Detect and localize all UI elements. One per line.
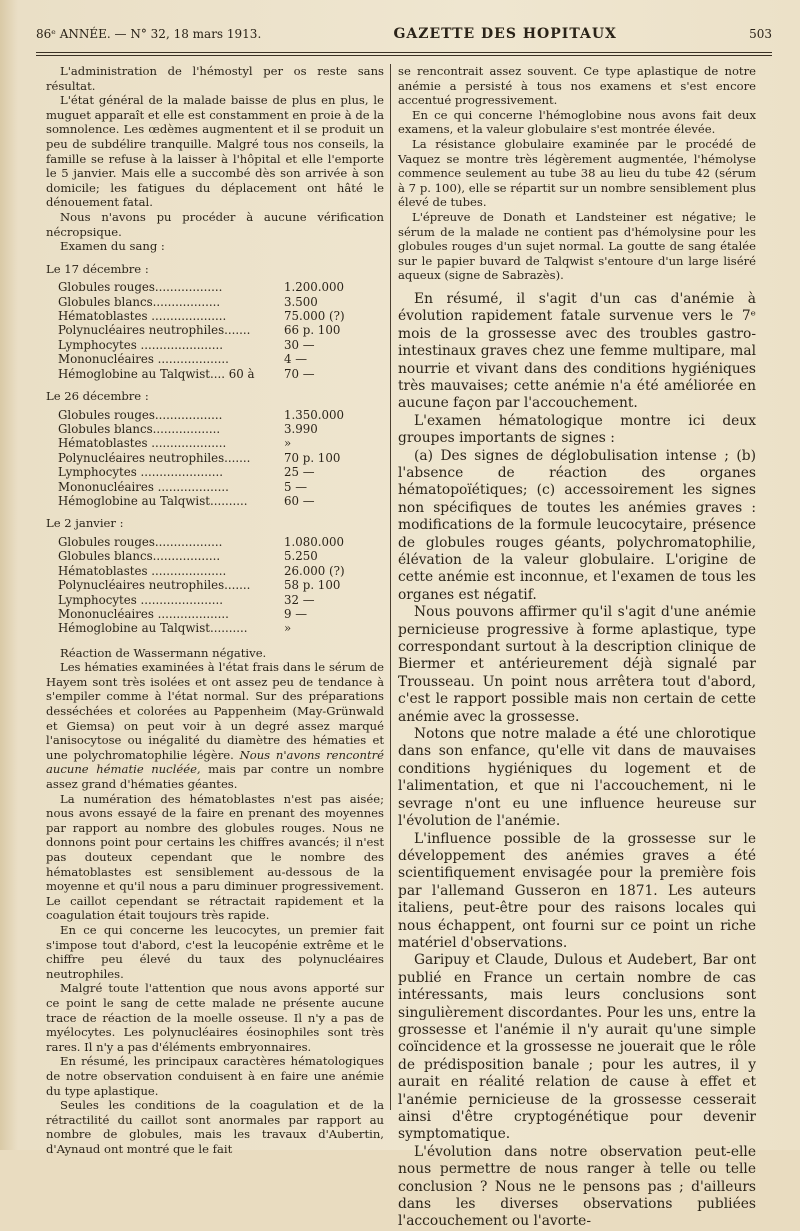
row-label: Hémoglobine au Talqwist.......... [58, 493, 248, 508]
paragraph: L'examen hématologique montre ici deux groupes importants de signes : [398, 412, 756, 447]
row-label: Globules rouges.................. [58, 407, 223, 422]
table-row [58, 408, 384, 422]
row-value: 1.350.000 [284, 407, 345, 422]
paragraph: La numération des hématoblastes n'est pas aisée; nous avons essayé de la faire en prenant des moyennes par rapport au nombre des globules rouges. Nous ne donnons point pour certains les chiffres avancés; il n'est pas douteux cependant que le nombre des hématoblastes est sensiblement au-dessous de la moyenne et qu'il nous a paru diminuer progressivement. Le caillot cependant se rétractait rapidement et la coagulation était toujours très rapide. [46, 791, 384, 923]
row-value: » [284, 436, 292, 451]
paragraph: Malgré toute l'attention que nous avons apporté sur ce point le sang de cette malade ne présente aucune trace de réaction de la moelle osseuse. Il n'y a pas de myélocytes. Les polynucléaires éosinophiles sont très rares. Il n'y a pas d'éléments embryonnaires. [46, 981, 384, 1054]
paragraph: Garipuy et Claude, Dulous et Audebert, Bar ont publié en France un certain nombre de cas intéressants, mais leurs conclusions sont singulièrement discordantes. Pour les uns, entre la grossesse et l'anémie il n'y aurait qu'une simple coïncidence et la grossesse ne jouerait que le rôle de prédisposition banale ; pour les autres, il y aurait en réalité relation de cause à effet et l'anémie pernicieuse de la grossesse cesserait ainsi d'être cryptogénétique pour devenir symptomatique. [398, 952, 756, 1143]
exam-date: Le 26 décembre : [46, 389, 149, 404]
row-value: 66 p. 100 [284, 323, 341, 338]
row-label: Polynucléaires neutrophiles....... [58, 450, 251, 465]
row-label: Hématoblastes .................... [58, 563, 227, 578]
row-label: Lymphocytes ...................... [58, 592, 224, 607]
journal-title: GAZETTE DES HOPITAUX [393, 26, 617, 42]
table-row [58, 451, 384, 465]
row-label: Hématoblastes .................... [58, 436, 227, 451]
row-label: Hématoblastes .................... [58, 309, 227, 324]
row-value: 5 — [284, 479, 308, 494]
row-label: Hémoglobine au Talqwist.... 60 à [58, 366, 255, 381]
exam-date: Le 2 janvier : [46, 516, 124, 531]
exam-date: Le 17 décembre : [46, 261, 149, 276]
table-row [58, 549, 384, 563]
table-row [58, 578, 384, 592]
row-value: 1.080.000 [284, 534, 345, 549]
paragraph [46, 660, 384, 791]
table-row [58, 607, 384, 621]
paragraph: Nous pouvons affirmer qu'il s'agit d'une anémie pernicieuse progressive à forme aplastique, type correspondant surtout à la description clinique de Biermer et antérieurement déjà signalé par Trousseau. Un point nous arrêtera tout d'abord, c'est le rapport possible mais non certain de cette anémie avec la grossesse. [398, 604, 756, 725]
paragraph: L'administration de l'hémostyl per os reste sans résultat. [46, 64, 384, 93]
paragraph: En résumé, il s'agit d'un cas d'anémie à évolution rapidement fatale survenue vers le 7ᵉ mois de la grossesse avec des troubles gastro-intestinaux graves chez une femme multipare, mal nourrie et vivant dans des conditions hygiéniques très mauvaises; cette anémie n'a été améliorée en aucune façon par l'accouchement. [398, 290, 756, 412]
paragraph: L'évolution dans notre observation peut-elle nous permettre de nous ranger à telle ou telle conclusion ? Nous ne le pensons pas ; d'ailleurs dans les diverses observations publiées l'accouchement ou l'avorte- [398, 1143, 756, 1230]
table-row [58, 280, 384, 294]
paragraph: Réaction de Wassermann négative. [60, 645, 267, 660]
paragraph: L'influence possible de la grossesse sur le développement des anémies graves a été scientifiquement envisagée pour la première fois par l'allemand Gusseron en 1871. Les auteurs italiens, peut-être pour des raisons locales qui nous échappent, ont fourni sur ce point un riche matériel d'observations. [398, 830, 756, 951]
row-value: 5.250 [284, 549, 318, 564]
table-row [58, 436, 384, 450]
row-label: Polynucléaires neutrophiles....... [58, 323, 251, 338]
row-label: Globules blancs.................. [58, 549, 221, 564]
header-rule-double [36, 55, 772, 56]
table-row [58, 323, 384, 337]
table-row [58, 535, 384, 549]
row-label: Globules blancs.................. [58, 422, 221, 437]
blood-table [58, 408, 384, 509]
row-value: 75.000 (?) [284, 309, 345, 324]
row-value: 30 — [284, 337, 315, 352]
row-label: Lymphocytes ...................... [58, 465, 224, 480]
table-row [58, 352, 384, 366]
page-number: 503 [749, 27, 772, 41]
italic-text: Nous n'avons rencontré aucune hématie nucléée, [46, 747, 385, 777]
row-label: Hémoglobine au Talqwist.......... [58, 621, 248, 636]
paragraph-text: mais par contre un nombre assez grand d'hématies géantes. [46, 762, 384, 792]
table-row [58, 621, 384, 635]
paragraph: se rencontrait assez souvent. Ce type aplastique de notre anémie a persisté à tous nos examens et s'est encore accentué progressivement. [398, 64, 756, 108]
row-value: 60 — [284, 493, 315, 508]
issue-info: 86ᵉ ANNÉE. — N° 32, 18 mars 1913. [36, 27, 262, 41]
paragraph: Seules les conditions de la coagulation et de la rétractilité du caillot sont anormales par rapport au nombre de globules, mais les travaux d'Aubertin, d'Aynaud ont montré que le fait [46, 1098, 384, 1156]
row-value: 9 — [284, 606, 308, 621]
paragraph: Nous n'avons pu procéder à aucune vérification nécropsique. [46, 209, 384, 239]
paragraph: En ce qui concerne l'hémoglobine nous avons fait deux examens, et la valeur globulaire s'est montrée élevée. [398, 107, 756, 137]
row-value: 4 — [284, 352, 308, 367]
row-value: 3.990 [284, 422, 318, 437]
row-label: Lymphocytes ...................... [58, 337, 224, 352]
table-row [58, 422, 384, 436]
row-value: 26.000 (?) [284, 563, 345, 578]
row-label: Globules rouges.................. [58, 280, 223, 295]
row-value: 1.200.000 [284, 280, 345, 295]
row-value: » [284, 621, 292, 636]
row-label: Globules rouges.................. [58, 534, 223, 549]
paragraph: Examen du sang : [60, 239, 165, 254]
row-value: 70 p. 100 [284, 450, 341, 465]
row-value: 25 — [284, 465, 315, 480]
column-divider [390, 64, 391, 1110]
paragraph: En résumé, les principaux caractères hématologiques de notre observation conduisent à en faire une anémie du type aplastique. [46, 1054, 384, 1098]
row-label: Mononucléaires ................... [58, 479, 229, 494]
header-rule [36, 52, 772, 53]
row-value: 58 p. 100 [284, 578, 341, 593]
table-row [58, 367, 384, 381]
paragraph: En ce qui concerne les leucocytes, un premier fait s'impose tout d'abord, c'est la leucopénie extrême et le chiffre peu élevé du taux des polynucléaires neutrophiles. [46, 922, 384, 981]
table-row [58, 295, 384, 309]
paragraph: L'état général de la malade baisse de plus en plus, le muguet apparaît et elle est constamment en proie à de la somnolence. Les œdèmes augmentent et il se produit un peu de subdélire tranquille. Malgré tous nos conseils, la famille se refuse à la laisser à l'hôpital et elle l'emporte le 5 janvier. Mais elle a succombé dès son arrivée à son domicile; les fatigues du déplacement ont hâté le dénouement fatal. [46, 93, 384, 210]
row-label: Mononucléaires ................... [58, 606, 229, 621]
table-row [58, 309, 384, 323]
row-label: Globules blancs.................. [58, 294, 221, 309]
table-row [58, 480, 384, 494]
row-value: 3.500 [284, 294, 318, 309]
table-row [58, 593, 384, 607]
paragraph: Notons que notre malade a été une chlorotique dans son enfance, qu'elle vit dans de mauvaises conditions hygiéniques du logement et de l'alimentation, et que ni l'accouchement, ni le sevrage n'ont eu une influence heureuse sur l'évolution de l'anémie. [398, 726, 756, 830]
table-row [58, 564, 384, 578]
table-row [58, 465, 384, 479]
summary-section [398, 291, 756, 1231]
paragraph-text: Les hématies examinées à l'état frais dans le sérum de Hayem sont très isolées et ont assez peu de tendance à s'empiler comme à l'état normal. Sur des préparations desséchées et colorées au Pappenheim (May-Grünwald et Giemsa) on peut voir à un degré assez marqué l'anisocytose ou inégalité du diamètre des hématies et une polychromatophilie légère. [46, 660, 384, 762]
blood-table [58, 535, 384, 636]
row-label: Polynucléaires neutrophiles....... [58, 578, 251, 593]
right-column [398, 64, 756, 1230]
table-row [58, 494, 384, 508]
paragraph: (a) Des signes de déglobulisation intense ; (b) l'absence de réaction des organes hématopoïétiques; (c) accessoirement les signes non spécifiques de toutes les anémies graves : modifications de la formule leucocytaire, présence de globules rouges géants, polychromatophilie, élévation de la valeur globulaire. L'origine de cette anémie est inconnue, et l'examen de tous les organes est négatif. [398, 447, 756, 603]
row-label: Mononucléaires ................... [58, 352, 229, 367]
table-row [58, 338, 384, 352]
row-value: 32 — [284, 592, 315, 607]
blood-table [58, 280, 384, 381]
page-header [36, 26, 772, 48]
left-column [46, 64, 385, 1156]
row-value: 70 — [284, 366, 315, 381]
paragraph: La résistance globulaire examinée par le procédé de Vaquez se montre très légèrement augmentée, l'hémolyse commence seulement au tube 38 au lieu du tube 42 (sérum à 7 p. 100), elle se répartit sur un nombre sensiblement plus élevé de tubes. [398, 136, 756, 210]
paragraph: L'épreuve de Donath et Landsteiner est négative; le sérum de la malade ne contient pas d'hémolysine pour les globules rouges d'un sujet normal. La goutte de sang étalée sur le papier buvard de Talqwist s'entoure d'un large liséré aqueux (signe de Sabrazès). [398, 209, 756, 283]
